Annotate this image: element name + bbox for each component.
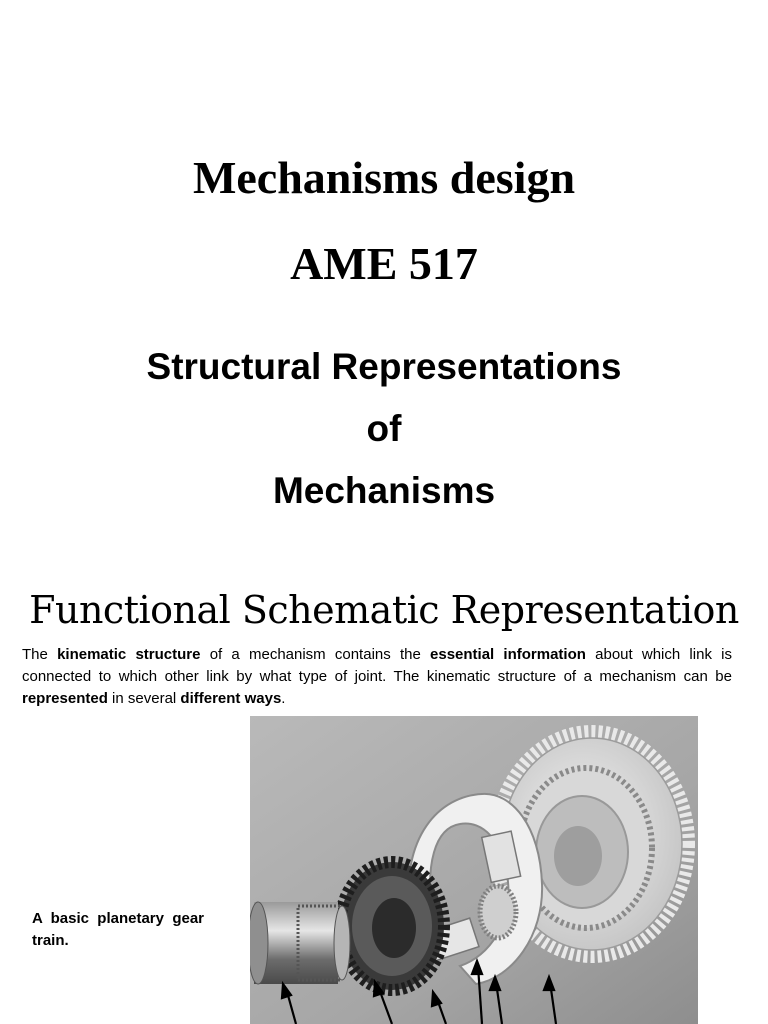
paragraph-emphasis: kinematic structure xyxy=(57,646,201,663)
slide-title: Mechanisms design xyxy=(192,152,576,203)
paragraph-emphasis: essential information xyxy=(430,646,586,663)
paragraph-text: The xyxy=(22,646,58,663)
paragraph-emphasis: represented xyxy=(22,690,108,707)
subtitle-line-3: Mechanisms xyxy=(272,470,496,511)
figure-caption: A basic planetary gear train. xyxy=(32,910,204,949)
input-shaft-icon xyxy=(250,902,350,984)
section-heading: Functional Schematic Representation xyxy=(29,588,739,632)
section-paragraph xyxy=(22,644,732,710)
planetary-gear-train-photo xyxy=(250,716,698,1024)
paragraph-text: . xyxy=(281,690,286,707)
subtitle-line-2: of xyxy=(366,408,402,449)
paragraph-text: about which link is connected to which other link by what type of joint. The kinematic structure of a mechanism can be xyxy=(22,646,732,685)
course-code: AME 517 xyxy=(290,238,478,289)
paragraph-text: of a mechanism contains the xyxy=(200,646,431,663)
sun-gear-icon xyxy=(340,862,444,990)
subtitle-line-1: Structural Representations xyxy=(146,346,622,387)
paragraph-emphasis: different ways xyxy=(180,690,282,707)
paragraph-text: in several xyxy=(107,690,181,707)
